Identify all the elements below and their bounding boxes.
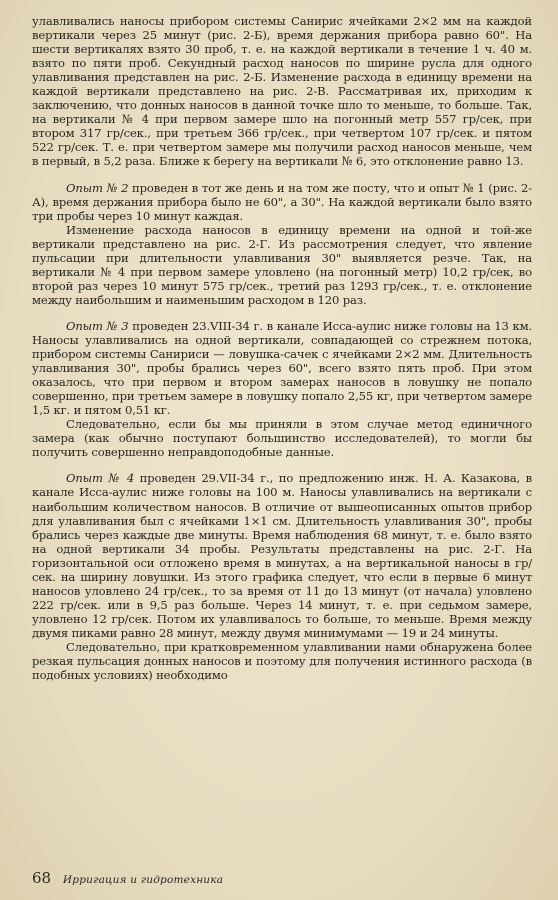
body-text (32, 14, 532, 682)
experiment-2-text: проведен в тот же день и на том же посту, что и опыт № 1 (рис. 2-А), время держания прибора было не 60", а 30". На каждой вертикали было взято три пробы через 10 минут каждая. (32, 180, 532, 223)
experiment-3-label: Опыт № 3 (66, 318, 129, 333)
page-footer (32, 871, 532, 887)
experiment-2-label: Опыт № 2 (66, 180, 129, 195)
paragraph-experiment-2 (32, 181, 532, 223)
paragraph-experiment-4 (32, 471, 532, 640)
journal-title: Ирригация и гидротехника (62, 874, 224, 886)
paragraph-experiment-3 (32, 319, 532, 417)
paragraph-5: Следовательно, если бы мы приняли в этом случае метод единичного замера (как обычно поступают большинство исследователей), то могли бы получить совершенно неправдоподобные данные. (32, 417, 532, 460)
experiment-4-text: проведен 29.VII-34 г., по предложению инж. Н. А. Казакова, в канале Исса-аулис ниже головы на 100 м. Наносы улавливались на вертикали с наибольшим количеством наносов. В отличие от вышеописанных опытов прибор для улавливания был с ячейками 1×1 см. Длительность улавливания 30", пробы брались через каждые две минуты. Время наблюдения 68 минут, т. е. было взято на одной вертикали 34 пробы. Результаты представлены на рис. 2-Г. На горизонтальной оси отложено время в минутах, а на вертикальной наносы в гр/сек. на ширину ловушки. Из этого графика следует, что если в первые 6 минут наносов уловлено 24 гр/сек., то за время от 11 до 13 минут (от начала) уловлено 222 гр/сек. или в 9,5 раз больше. Через 14 минут, т. е. при седьмом замере, уловлено 12 гр/сек. Потом их улавливалось то больше, то меньше. Время между двумя пиками равно 28 минут, между двумя минимумами — 19 и 24 минуты. (32, 471, 532, 640)
paragraph-7: Следовательно, при кратковременном улавливании нами обнаружена более резкая пульсация донных наносов и поэтому для получения истинного расхода (в подобных условиях) необходимо (32, 639, 532, 683)
paragraph-1: улавливались наносы прибором системы Санирис ячейками 2×2 мм на каждой вертикали через 25 минут (рис. 2-Б), время держания прибора равно 60". На шести вертикалях взято 30 проб, т. е. на каждой вертикали в течение 1 ч. 40 м. взято по пяти проб. Секундный расход наносов по ширине русла для одного улавливания представлен на рис. 2-Б. Изменение расхода в единицу времени на каждой вертикали представлено на рис. 2-В. Рассматривая их, приходим к заключению, что донных наносов в данной точке шло то меньше, то больше. Так, на вертикали № 4 при первом замере шло на погонный метр 557 гр/сек, при втором 317 гр/сек., при третьем 366 гр/сек., при четвертом 107 гр/сек. и пятом 522 гр/сек. Т. е. при четвертом замере мы получили расход наносов меньше, чем в первый, в 5,2 раза. Ближе к берегу на вертикали № 6, это отклонение равно 13. (32, 14, 532, 169)
experiment-4-label: Опыт № 4 (66, 471, 135, 486)
experiment-3-text: проведен 23.VIII-34 г. в канале Исса-аулис ниже головы на 13 км. Наносы улавливались на одной вертикали, совпадающей со стрежнем потока, прибором системы Санириси — ловушка-сачек с ячейками 2×2 мм. Длительность улавливания 30", пробы брались через 60", всего взято пять проб. При этом оказалось, что при первом и втором замерах наносов в ловушку не попало совершенно, при третьем замере в ловушку попало 2,55 кг, при четвертом замере 1,5 кг. и пятом 0,51 кг. (32, 318, 532, 418)
page-number: 68 (32, 869, 52, 887)
paragraph-3: Изменение расхода наносов в единицу времени на одной и той-же вертикали представлено на рис. 2-Г. Из рассмотрения следует, что явление пульсации при длительности улавливания 30" выявляется резче. Так, на вертикали № 4 при первом замере уловлено (на погонный метр) 10,2 гр/сек, во второй раз через 10 минут 575 гр/сек., третий раз 1293 гр/сек., т. е. отклонение между наибольшим и наименьшим расходом в 120 раз. (32, 222, 532, 307)
